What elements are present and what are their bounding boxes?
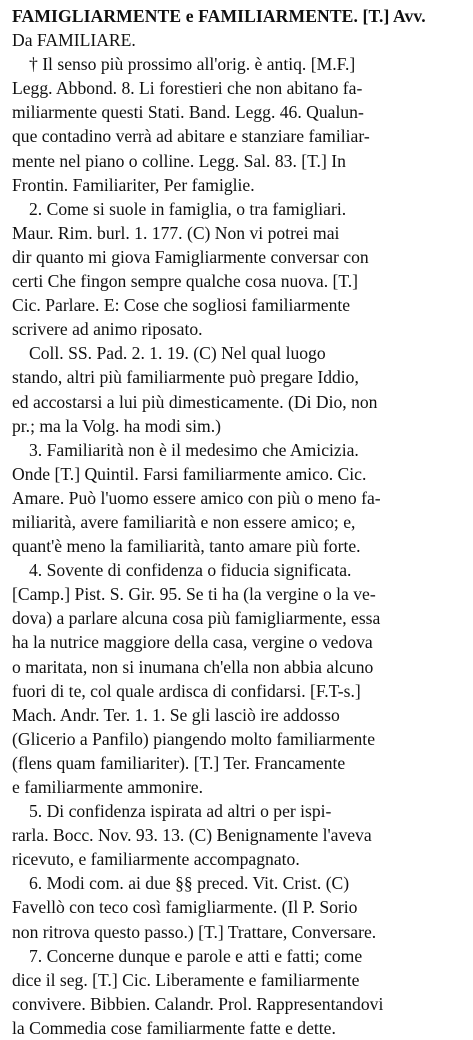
entry-line: pr.; ma la Volg. ha modi sim.) bbox=[12, 415, 222, 436]
entry-line: Frontin. Familiariter, Per famiglie. bbox=[12, 174, 255, 195]
entry-line: 2. Come si suole in famiglia, o tra famigliari. bbox=[29, 198, 347, 219]
entry-line: non ritrova questo passo.) [T.] Trattare, Conversare. bbox=[12, 921, 377, 942]
entry-line: 4. Sovente di confidenza o fiducia significata. bbox=[29, 560, 352, 581]
entry-line: † Il senso più prossimo all'orig. è antiq. [M.F.] bbox=[29, 54, 356, 75]
entry-line: Cic. Parlare. E: Cose che sogliosi familiarmente bbox=[12, 295, 351, 316]
entry-line: Maur. Rim. burl. 1. 177. (C) Non vi potrei mai bbox=[12, 222, 340, 243]
entry-line: quant'è meno la familiarità, tanto amare più forte. bbox=[12, 536, 361, 557]
entry-line: (Glicerio a Panfilo) piangendo molto familiarmente bbox=[12, 728, 375, 749]
entry-line: rarla. Bocc. Nov. 93. 13. (C) Benignamente l'aveva bbox=[12, 825, 372, 846]
entry-line: dova) a parlare alcuna cosa più famigliarmente, essa bbox=[12, 608, 381, 629]
entry-line: 6. Modi com. ai due §§ preced. Vit. Crist. (C) bbox=[29, 873, 350, 894]
entry-line: Da FAMILIARE. bbox=[12, 30, 136, 51]
entry-line: certi Che fingon sempre qualche cosa nuova. [T.] bbox=[12, 271, 359, 292]
entry-line: Mach. Andr. Ter. 1. 1. Se gli lasciò ire addosso bbox=[12, 704, 340, 725]
entry-line: (flens quam familiariter). [T.] Ter. Francamente bbox=[12, 752, 346, 773]
entry-line: e familiarmente ammonire. bbox=[12, 777, 204, 797]
entry-line: stando, altri più familiarmente può pregare Iddio, bbox=[12, 367, 359, 388]
entry-line: ha la nutrice maggiore della casa, vergine o vedova bbox=[12, 632, 373, 653]
entry-line: mente nel piano o colline. Legg. Sal. 83. [T.] In bbox=[12, 150, 346, 171]
entry-line: la Commedia cose familiarmente fatte e dette. bbox=[12, 1017, 336, 1038]
entry-line: dir quanto mi giova Famigliarmente conversar con bbox=[12, 246, 369, 267]
entry-line: convivere. Bibbien. Calandr. Prol. Rappresentandovi bbox=[12, 993, 384, 1014]
entry-line: [Camp.] Pist. S. Gir. 95. Se ti ha (la vergine o la ve- bbox=[12, 584, 376, 605]
entry-line: 5. Di confidenza ispirata ad altri o per ispi- bbox=[29, 801, 332, 822]
entry-line: ricevuto, e familiarmente accompagnato. bbox=[12, 849, 300, 870]
entry-line: Legg. Abbond. 8. Li forestieri che non abitano fa- bbox=[12, 78, 363, 99]
entry-line: Coll. SS. Pad. 2. 1. 19. (C) Nel qual luogo bbox=[29, 343, 326, 364]
entry-line: Amare. Può l'uomo essere amico con più o meno fa- bbox=[12, 487, 381, 508]
entry-line: Favellò con teco così famigliarmente. (Il P. Sorio bbox=[12, 897, 358, 918]
entry-line: 7. Concerne dunque e parole e atti e fatti; come bbox=[29, 945, 363, 966]
entry-line: o maritata, non si inumana ch'ella non abbia alcuno bbox=[12, 656, 374, 677]
entry-line: fuori di te, col quale ardisca di confidarsi. [F.T-s.] bbox=[12, 680, 361, 701]
entry-line: 3. Familiarità non è il medesimo che Amicizia. bbox=[29, 439, 359, 460]
entry-line: miliarmente questi Stati. Band. Legg. 46. Qualun- bbox=[12, 102, 364, 123]
dictionary-entry-famigliarmente bbox=[12, 4, 463, 1040]
entry-line: Onde [T.] Quintil. Farsi familiarmente amico. Cic. bbox=[12, 463, 367, 484]
entry-line: FAMIGLIARMENTE e FAMILIARMENTE. [T.] Avv. bbox=[12, 6, 426, 26]
entry-line: miliarità, avere familiarità e non essere amico; e, bbox=[12, 511, 356, 532]
entry-line: que contadino verrà ad abitare e stanziare familiar- bbox=[12, 126, 370, 147]
entry-line: ed accostarsi a lui più dimesticamente. (Di Dio, non bbox=[12, 391, 378, 412]
entry-line: dice il seg. [T.] Cic. Liberamente e familiarmente bbox=[12, 969, 360, 990]
entry-line: scrivere ad animo riposato. bbox=[12, 319, 203, 340]
